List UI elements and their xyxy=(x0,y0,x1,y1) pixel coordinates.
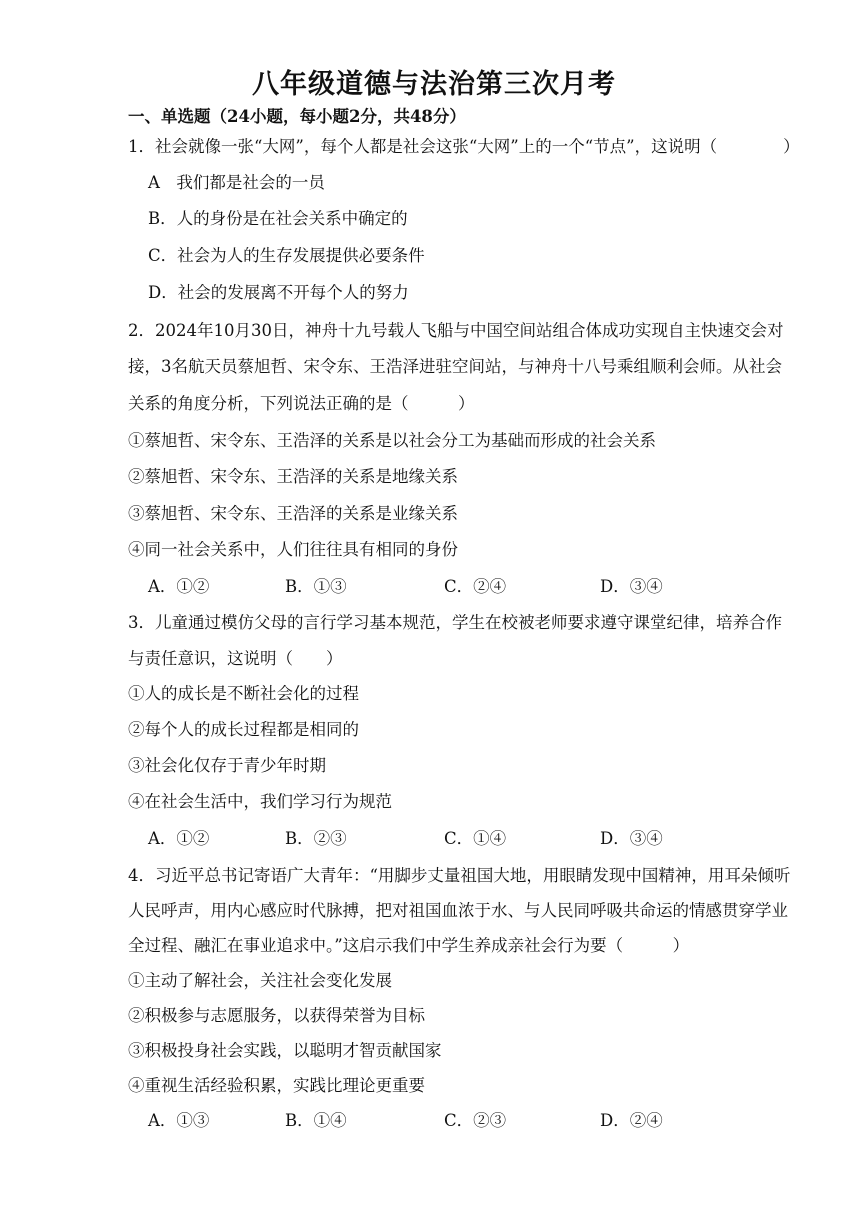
question-4-choice-c: C．②③ xyxy=(444,1111,507,1130)
question-2-choice-c: C．②④ xyxy=(444,577,507,596)
question-4-choice-b: B．①④ xyxy=(285,1111,347,1130)
question-4-stem-line-2: 人民呼声，用内心感应时代脉搏，把对祖国血浓于水、与人民同呼吸共命运的情感贯穿学业 xyxy=(128,901,788,920)
question-3-choice-a: A．①② xyxy=(148,829,210,848)
question-2-statement-3: ③蔡旭哲、宋令东、王浩泽的关系是业缘关系 xyxy=(128,504,458,523)
question-3-choice-d: D．③④ xyxy=(600,829,663,848)
question-2-stem-line-1: 2．2024年10月30日，神舟十九号载人飞船与中国空间站组合体成功实现自主快速交会对 xyxy=(128,321,784,340)
question-4-statement-1: ①主动了解社会，关注社会变化发展 xyxy=(128,971,392,990)
question-3-statement-2: ②每个人的成长过程都是相同的 xyxy=(128,720,359,739)
question-4-choice-d: D．②④ xyxy=(600,1111,663,1130)
question-3-stem-line-2: 与责任意识，这说明（ ） xyxy=(128,649,343,668)
question-2-choice-a: A．①② xyxy=(148,577,210,596)
question-4-statement-2: ②积极参与志愿服务，以获得荣誉为目标 xyxy=(128,1006,425,1025)
question-2-statement-4: ④同一社会关系中，人们往往具有相同的身份 xyxy=(128,540,458,559)
question-2-choice-d: D．③④ xyxy=(600,577,663,596)
question-3-stem-line-1: 3．儿童通过模仿父母的言行学习基本规范，学生在校被老师要求遵守课堂纪律，培养合作 xyxy=(128,613,782,632)
question-4-stem-line-1: 4．习近平总书记寄语广大青年：“用脚步丈量祖国大地，用眼睛发现中国精神，用耳朵倾听 xyxy=(128,866,791,885)
question-2-stem-line-3: 关系的角度分析，下列说法正确的是（ ） xyxy=(128,394,475,413)
question-2-statement-1: ①蔡旭哲、宋令东、王浩泽的关系是以社会分工为基础而形成的社会关系 xyxy=(128,431,656,450)
question-2-choice-b: B．①③ xyxy=(285,577,347,596)
question-3-choice-c: C．①④ xyxy=(444,829,507,848)
question-4-statement-3: ③积极投身社会实践，以聪明才智贡献国家 xyxy=(128,1041,442,1060)
question-4-stem-line-3: 全过程、融汇在事业追求中。”这启示我们中学生养成亲社会行为要（ ） xyxy=(128,936,690,955)
question-4-choice-a: A．①③ xyxy=(148,1111,210,1130)
question-1-option-b: B．人的身份是在社会关系中确定的 xyxy=(148,209,408,228)
question-1-option-c: C．社会为人的生存发展提供必要条件 xyxy=(148,246,425,265)
page-title: 八年级道德与法治第三次月考 xyxy=(252,69,616,100)
question-1-stem: 1．社会就像一张“大网”，每个人都是社会这张“大网”上的一个“节点”，这说明（ ） xyxy=(128,137,800,156)
question-4-statement-4: ④重视生活经验积累，实践比理论更重要 xyxy=(128,1076,425,1095)
question-2-stem-line-2: 接，3名航天员蔡旭哲、宋令东、王浩泽进驻空间站，与神舟十八号乘组顺利会师。从社会 xyxy=(128,357,782,376)
question-1-option-a: A 我们都是社会的一员 xyxy=(148,173,325,192)
question-2-statement-2: ②蔡旭哲、宋令东、王浩泽的关系是地缘关系 xyxy=(128,467,458,486)
section-heading: 一、单选题（24小题，每小题2分，共48分） xyxy=(128,107,466,126)
question-3-statement-4: ④在社会生活中，我们学习行为规范 xyxy=(128,792,392,811)
question-3-choice-b: B．②③ xyxy=(285,829,347,848)
question-3-statement-3: ③社会化仅存于青少年时期 xyxy=(128,756,326,775)
question-1-option-d: D．社会的发展离不开每个人的努力 xyxy=(148,283,409,302)
question-3-statement-1: ①人的成长是不断社会化的过程 xyxy=(128,684,359,703)
